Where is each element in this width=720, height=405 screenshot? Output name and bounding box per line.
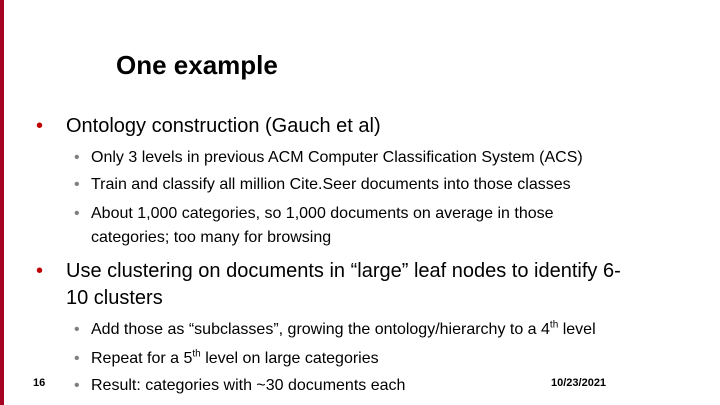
sub-bullet-text: Add those as “subclasses”, growing the ontology/hierarchy to a 4th level (91, 319, 596, 338)
sub-bullet-dot: • (74, 377, 80, 394)
sub-bullet-dot: • (74, 350, 80, 367)
bullet-clustering-continued (66, 285, 163, 311)
sub-bullet-text: About 1,000 categories, so 1,000 documents on average in those (91, 205, 554, 222)
sub-bullet-repeat (74, 345, 379, 372)
sub-bullet-result (74, 372, 405, 399)
bullet-dot: • (36, 260, 44, 282)
sub-bullet-dot: • (74, 205, 80, 222)
bullet-ontology-construction (36, 113, 381, 139)
superscript-th: th (549, 319, 559, 331)
sub-bullet-text: Only 3 levels in previous ACM Computer Classification System (ACS) (91, 149, 583, 166)
bullet-clustering (36, 258, 621, 284)
slide-date: 10/23/2021 (551, 377, 607, 389)
accent-bar (0, 0, 4, 405)
sub-bullet-acs-levels (74, 144, 583, 171)
sub-bullet-text: Train and classify all million Cite.Seer documents into those classes (91, 176, 571, 193)
sub-bullet-dot: • (74, 321, 80, 338)
bullet-text: Ontology construction (Gauch et al) (66, 115, 381, 137)
slide-number: 16 (33, 377, 46, 389)
sub-bullet-text: Repeat for a 5th level on large categories (91, 348, 379, 367)
sub-bullet-subclasses (74, 316, 596, 343)
sub-bullet-dot: • (74, 149, 80, 166)
sub-bullet-text: Result: categories with ~30 documents each (91, 377, 406, 394)
sub-bullet-categories-continued (91, 224, 331, 251)
superscript-th: th (192, 348, 201, 360)
bullet-text: 10 clusters (66, 287, 163, 309)
slide-title: One example (116, 50, 278, 80)
bullet-dot: • (36, 115, 44, 137)
bullet-text: Use clustering on documents in “large” leaf nodes to identify 6- (66, 260, 621, 282)
sub-bullet-dot: • (74, 176, 80, 193)
sub-bullet-text: categories; too many for browsing (91, 229, 332, 246)
sub-bullet-categories (74, 200, 554, 227)
sub-bullet-train-classify (74, 171, 571, 198)
